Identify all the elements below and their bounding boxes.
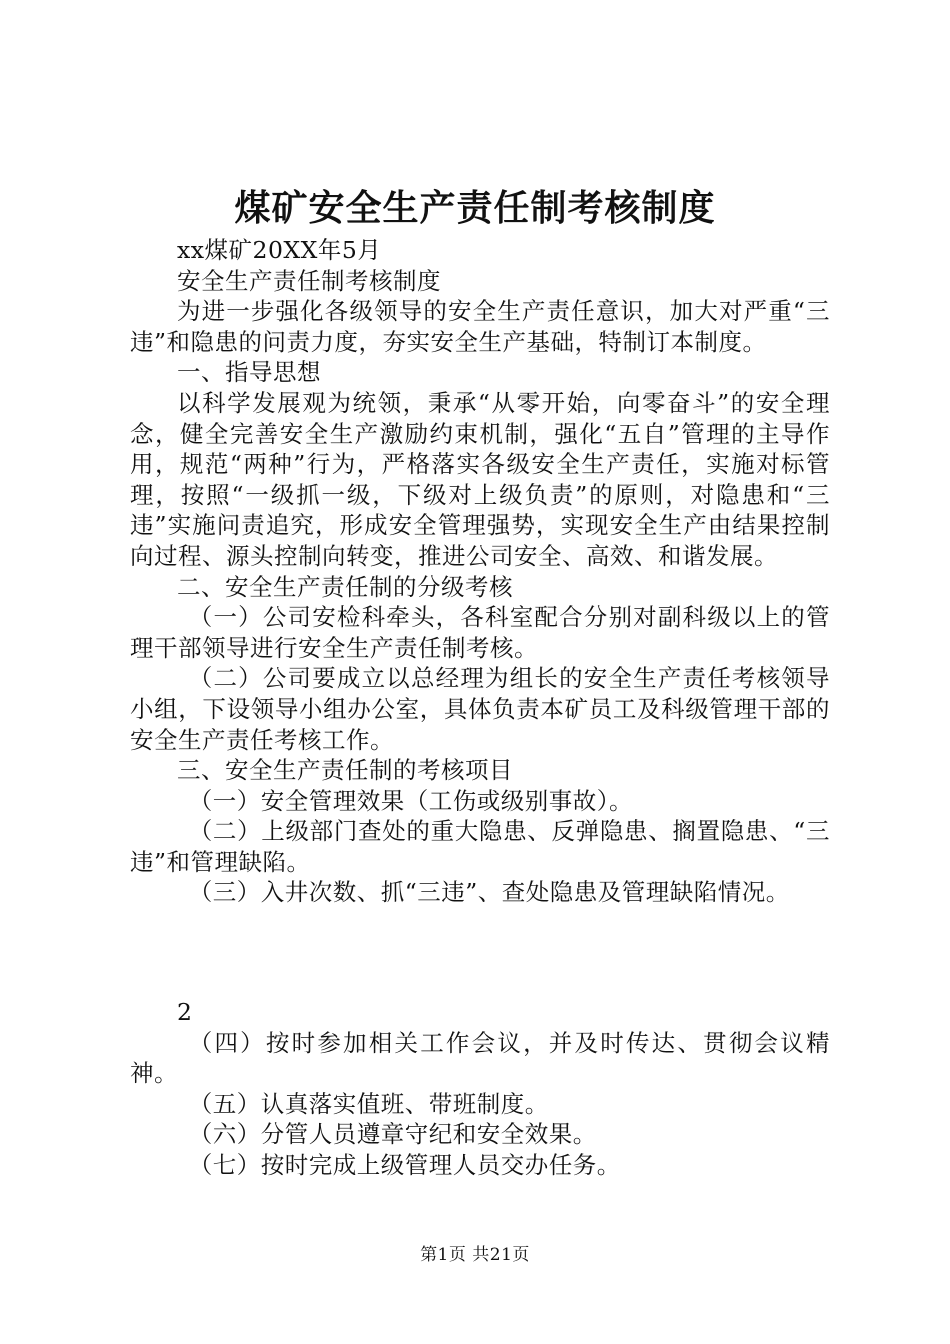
document-body-section-1: [130, 235, 830, 908]
page-footer: 第1页 共21页: [420, 1245, 530, 1265]
paragraph-assessment-item-1: （一）公司安检科牵头，各科室配合分别对副科级以上的管理干部领导进行安全生产责任制考核。: [130, 603, 830, 662]
heading-graded-assessment: 二、安全生产责任制的分级考核: [177, 572, 513, 601]
heading-assessment-items: 三、安全生产责任制的考核项目: [177, 756, 513, 785]
list-item-3: （三）入井次数、抓“三违”、查处隐患及管理缺陷情况。: [188, 878, 790, 907]
paragraph-intro: 为进一步强化各级领导的安全生产责任意识，加大对严重“三违”和隐患的问责力度，夯实安全生产基础，特制订本制度。: [130, 297, 830, 356]
list-item-4: （四）按时参加相关工作会议，并及时传达、贯彻会议精神。: [130, 1028, 830, 1088]
list-item-7: （七）按时完成上级管理人员交办任务。: [188, 1150, 621, 1179]
list-item-1: （一）安全管理效果（工伤或级别事故）。: [188, 786, 633, 815]
paragraph-subtitle: 安全生产责任制考核制度: [177, 266, 441, 295]
paragraph-assessment-item-2: （二）公司要成立以总经理为组长的安全生产责任考核领导小组，下设领导小组办公室，具体负责本矿员工及科级管理干部的安全生产责任考核工作。: [130, 664, 830, 754]
paragraph-guiding-ideology: 以科学发展观为统领，秉承“从零开始，向零奋斗”的安全理念，健全完善安全生产激励约束机制，强化“五自”管理的主导作用，规范“两种”行为，严格落实各级安全生产责任，实施对标管理，按照“一级抓一级，下级对上级负责”的原则，对隐患和“三违”实施问责追究，形成安全管理强势，实现安全生产由结果控制向过程、源头控制向转变，推进公司安全、高效、和谐发展。: [130, 388, 830, 570]
inline-page-number: 2: [177, 998, 193, 1026]
document-title: 煤矿安全生产责任制考核制度: [234, 187, 716, 229]
list-item-5: （五）认真落实值班、带班制度。: [188, 1089, 549, 1118]
list-item-6: （六）分管人员遵章守纪和安全效果。: [188, 1120, 597, 1149]
paragraph-date: xx煤矿20XX年5月: [177, 236, 382, 264]
heading-guiding-ideology: 一、指导思想: [177, 358, 321, 387]
list-item-2: （二）上级部门查处的重大隐患、反弹隐患、搁置隐患、“三违”和管理缺陷。: [130, 817, 830, 876]
document-body-section-2: [130, 997, 830, 1181]
